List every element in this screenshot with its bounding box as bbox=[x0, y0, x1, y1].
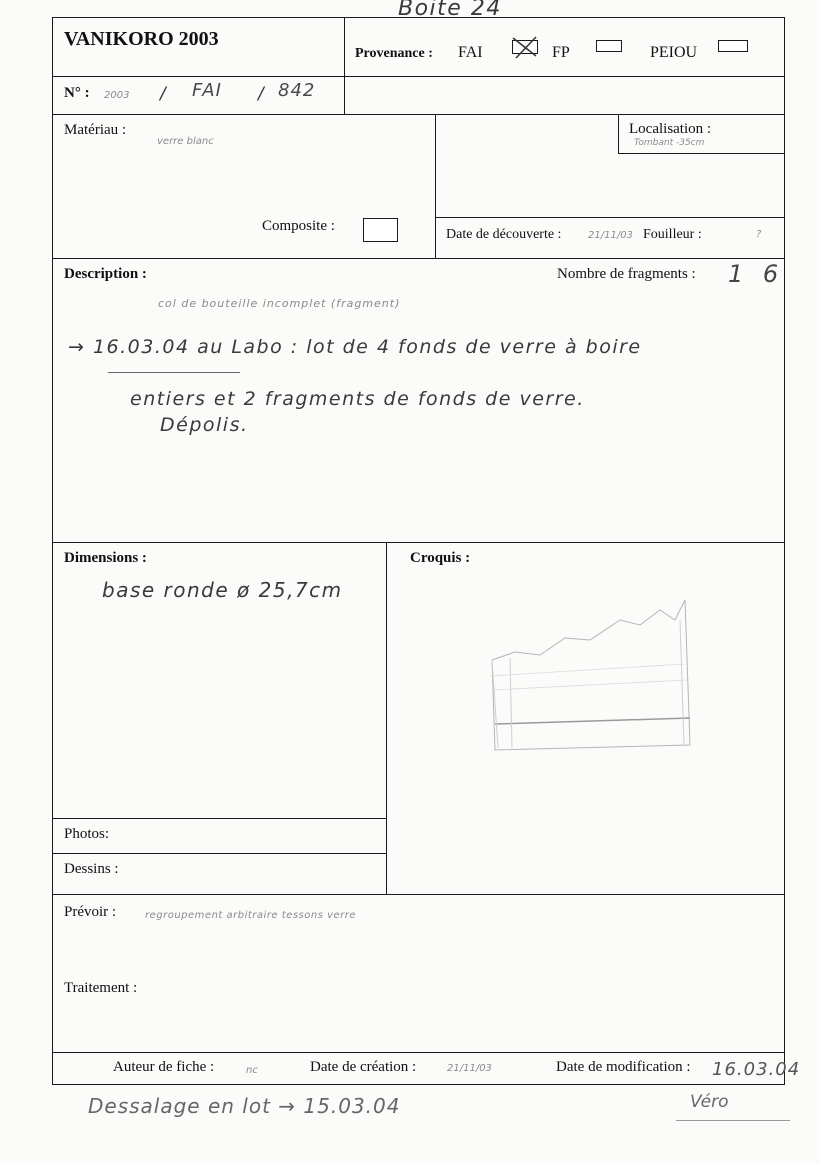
numero-divider bbox=[344, 76, 345, 114]
provenance-peiou-checkbox[interactable] bbox=[718, 40, 748, 52]
materiau-label: Matériau : bbox=[64, 122, 127, 138]
decouverte-top-line bbox=[435, 217, 785, 218]
provenance-option-fai-label: FAI bbox=[458, 44, 483, 61]
dimensions-divider bbox=[386, 542, 387, 894]
materiau-divider bbox=[435, 114, 436, 258]
fouilleur-value: ? bbox=[756, 229, 762, 240]
materiau-bottom-line bbox=[52, 258, 785, 259]
description-line-4: Dépolis. bbox=[160, 414, 249, 436]
creation-value: 21/11/03 bbox=[447, 1063, 492, 1074]
description-date-underline bbox=[108, 372, 240, 373]
creation-label: Date de création : bbox=[310, 1059, 417, 1075]
form-title: VANIKORO 2003 bbox=[64, 28, 219, 50]
photos-top-line bbox=[52, 818, 386, 819]
auteur-value: nc bbox=[246, 1065, 258, 1076]
dimensions-label: Dimensions : bbox=[64, 550, 147, 566]
modification-author: Véro bbox=[690, 1092, 729, 1112]
provenance-option-peiou-label: PEIOU bbox=[650, 44, 698, 61]
traitement-label: Traitement : bbox=[64, 980, 138, 996]
croquis-sketch bbox=[470, 580, 710, 770]
fouilleur-label: Fouilleur : bbox=[643, 227, 702, 242]
fragments-label: Nombre de fragments : bbox=[557, 266, 696, 282]
localisation-box-bottom bbox=[618, 153, 785, 154]
dessins-top-line bbox=[52, 853, 386, 854]
auteur-label: Auteur de fiche : bbox=[113, 1059, 215, 1075]
dessins-bottom-line bbox=[52, 894, 785, 895]
header-divider bbox=[344, 17, 345, 77]
check-mark-icon bbox=[510, 34, 540, 60]
localisation-label: Localisation : bbox=[629, 121, 712, 137]
description-label: Description : bbox=[64, 266, 147, 282]
modification-label: Date de modification : bbox=[556, 1059, 691, 1075]
composite-checkbox[interactable] bbox=[363, 218, 398, 242]
croquis-label: Croquis : bbox=[410, 550, 471, 566]
description-line-3: entiers et 2 fragments de fonds de verre. bbox=[130, 388, 585, 410]
numero-site: FAI bbox=[192, 80, 222, 101]
numero-sep-2: / bbox=[258, 84, 264, 104]
materiau-value: verre blanc bbox=[157, 136, 214, 147]
header-bottom-line bbox=[52, 76, 785, 77]
modification-author-underline bbox=[676, 1120, 790, 1121]
prevoir-value: regroupement arbitraire tessons verre bbox=[145, 910, 357, 921]
decouverte-value: 21/11/03 bbox=[588, 230, 633, 241]
localisation-value: Tombant -35cm bbox=[634, 138, 705, 148]
numero-year: 2003 bbox=[104, 90, 130, 101]
composite-label: Composite : bbox=[262, 218, 335, 234]
provenance-label: Provenance : bbox=[355, 46, 433, 61]
decouverte-label: Date de découverte : bbox=[446, 227, 562, 242]
provenance-fai-checkbox[interactable] bbox=[512, 40, 538, 54]
description-line-1: col de bouteille incomplet (fragment) bbox=[158, 297, 401, 310]
provenance-fp-checkbox[interactable] bbox=[596, 40, 622, 52]
numero-bottom-line bbox=[52, 114, 785, 115]
numero-label: N° : bbox=[64, 85, 90, 101]
bottom-note: Dessalage en lot → 15.03.04 bbox=[88, 1094, 401, 1118]
footer-top-line bbox=[52, 1052, 785, 1053]
box-number-annotation: Boite 24 bbox=[398, 0, 502, 21]
dessins-label: Dessins : bbox=[64, 861, 119, 877]
fragments-value: 1 6 bbox=[728, 260, 785, 288]
photos-label: Photos: bbox=[64, 826, 110, 842]
numero-sep-1: / bbox=[160, 84, 166, 104]
prevoir-label: Prévoir : bbox=[64, 904, 117, 920]
description-line-2: → 16.03.04 au Labo : lot de 4 fonds de verre à boire bbox=[68, 336, 642, 358]
numero-number: 842 bbox=[278, 80, 316, 101]
provenance-option-fp-label: FP bbox=[552, 44, 570, 61]
localisation-box-left bbox=[618, 114, 619, 154]
dimensions-value: base ronde ø 25,7cm bbox=[102, 578, 343, 602]
description-bottom-line bbox=[52, 542, 785, 543]
modification-value: 16.03.04 bbox=[712, 1059, 801, 1080]
